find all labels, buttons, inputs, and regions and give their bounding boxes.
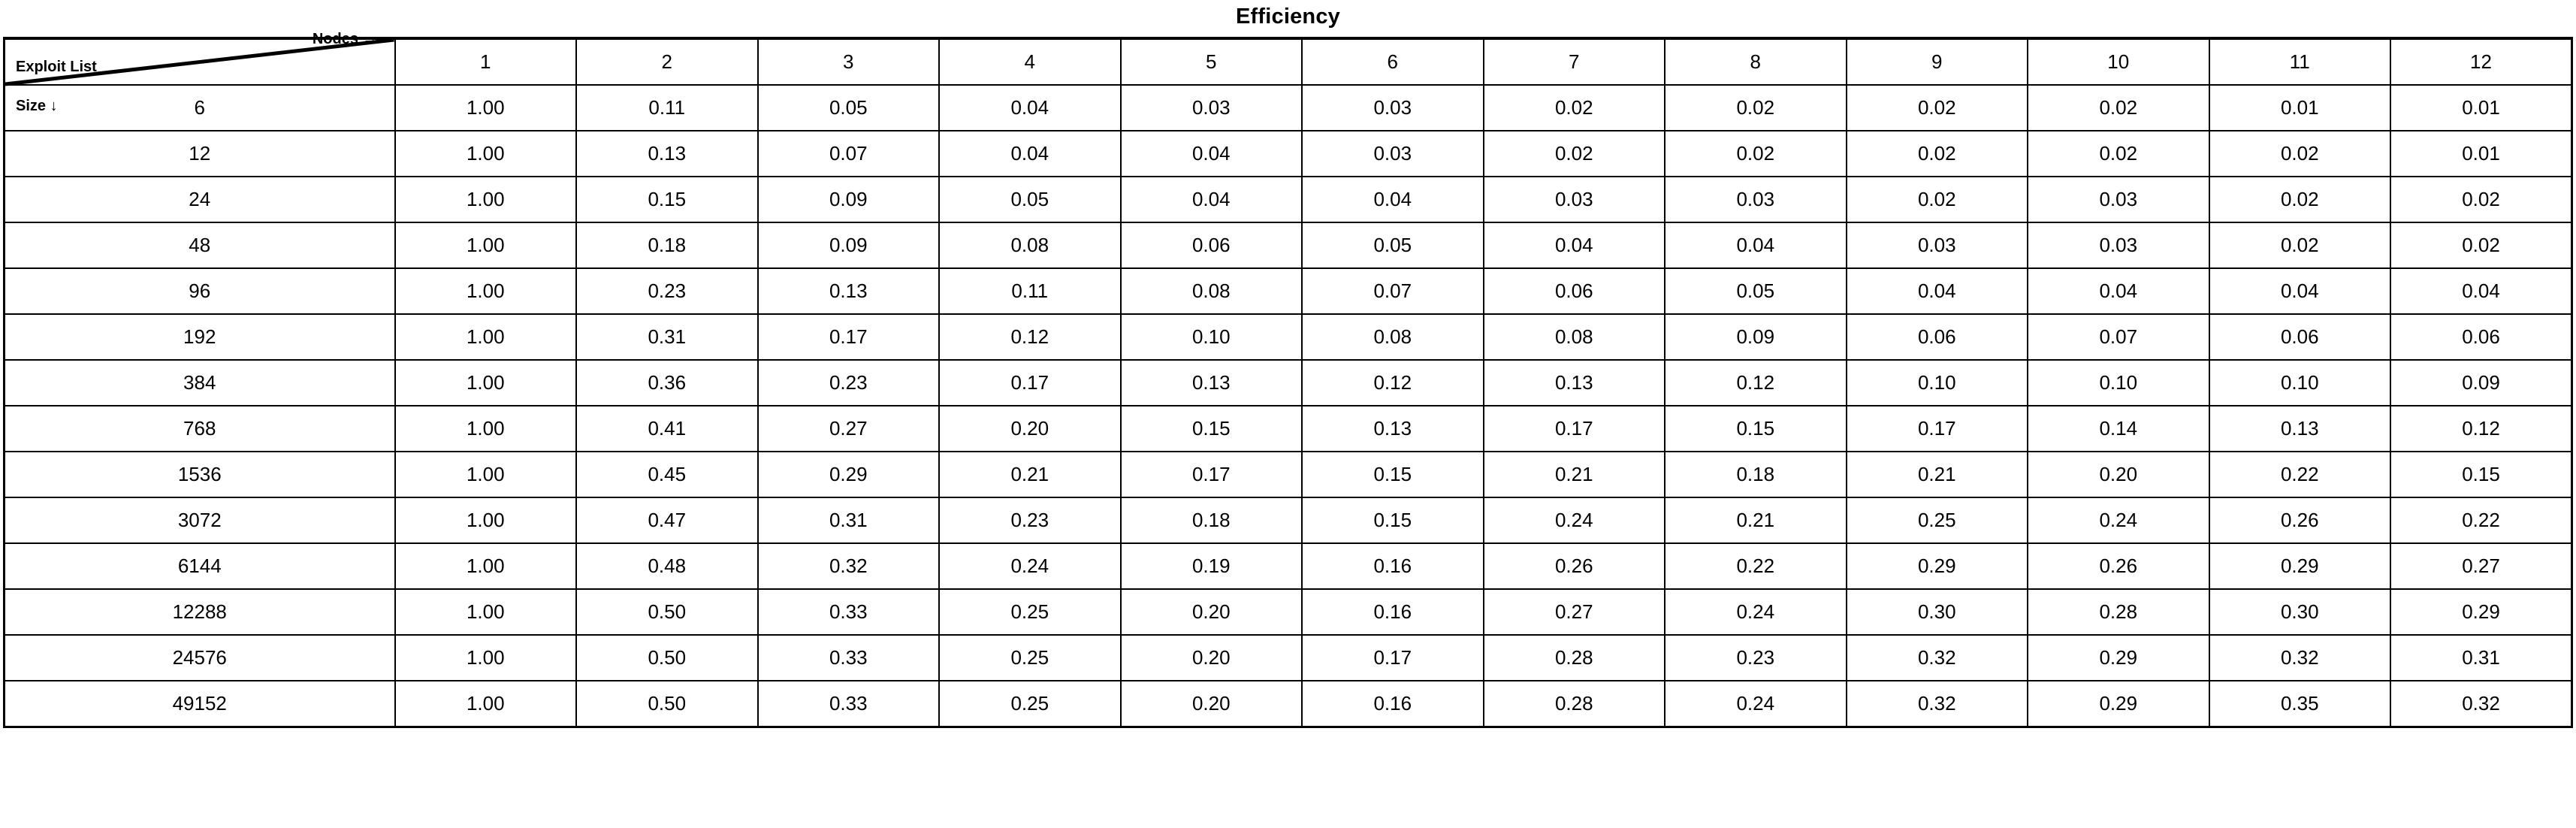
column-header: 2 [576,38,758,85]
table-row [5,406,2572,452]
table-cell: 0.23 [1665,635,1847,681]
table-cell: 0.04 [1121,177,1303,222]
table-cell: 0.08 [1302,314,1484,360]
table-cell: 0.06 [1484,268,1665,314]
column-header: 7 [1484,38,1665,85]
column-header: 6 [1302,38,1484,85]
table-cell: 0.21 [1847,452,2028,497]
column-header: 1 [395,38,577,85]
table-cell: 0.31 [576,314,758,360]
table-body [5,85,2572,727]
table-cell: 0.12 [939,314,1121,360]
table-cell: 0.06 [1121,222,1303,268]
table-cell: 0.24 [1665,589,1847,635]
table-cell: 0.03 [1121,85,1303,131]
table-row [5,497,2572,543]
column-header: 8 [1665,38,1847,85]
table-cell: 1.00 [395,360,577,406]
table-cell: 0.12 [2390,406,2572,452]
table-cell: 0.32 [2390,681,2572,727]
table-cell: 1.00 [395,452,577,497]
table-cell: 0.06 [2209,314,2391,360]
table-cell: 0.04 [2209,268,2391,314]
table-cell: 0.02 [1484,131,1665,177]
table-cell: 0.50 [576,635,758,681]
table-cell: 0.15 [1302,452,1484,497]
table-cell: 0.22 [1665,543,1847,589]
table-row [5,131,2572,177]
table-cell: 0.28 [2028,589,2209,635]
table-cell: 1.00 [395,177,577,222]
table-cell: 1.00 [395,222,577,268]
table-row [5,543,2572,589]
table-cell: 0.08 [1121,268,1303,314]
table-cell: 0.09 [1665,314,1847,360]
column-header: 9 [1847,38,2028,85]
table-cell: 0.24 [1665,681,1847,727]
table-cell: 0.16 [1302,589,1484,635]
column-header: 3 [758,38,940,85]
table-cell: 1.00 [395,681,577,727]
table-cell: 0.04 [1121,131,1303,177]
column-header: 11 [2209,38,2391,85]
table-cell: 0.32 [1847,635,2028,681]
row-header: 49152 [5,681,395,727]
table-cell: 0.04 [1484,222,1665,268]
row-header: 48 [5,222,395,268]
table-cell: 0.12 [1665,360,1847,406]
table-row [5,635,2572,681]
column-header: 12 [2390,38,2572,85]
table-cell: 1.00 [395,589,577,635]
table-cell: 0.26 [1484,543,1665,589]
table-cell: 0.05 [939,177,1121,222]
table-cell: 0.17 [1302,635,1484,681]
table-cell: 1.00 [395,635,577,681]
table-cell: 0.04 [1302,177,1484,222]
table-cell: 0.02 [2209,131,2391,177]
row-axis-label-line2: Size ↓ [16,98,58,114]
table-cell: 0.10 [2028,360,2209,406]
table-cell: 0.33 [758,635,940,681]
table-cell: 0.04 [939,131,1121,177]
table-cell: 0.18 [1665,452,1847,497]
table-cell: 0.26 [2028,543,2209,589]
table-cell: 0.29 [2209,543,2391,589]
table-cell: 0.08 [1484,314,1665,360]
table-cell: 0.10 [2209,360,2391,406]
table-cell: 0.04 [1847,268,2028,314]
table-cell: 0.04 [1665,222,1847,268]
table-cell: 0.02 [1484,85,1665,131]
table-cell: 0.17 [1121,452,1303,497]
table-cell: 0.17 [758,314,940,360]
table-cell: 1.00 [395,85,577,131]
table-cell: 0.32 [1847,681,2028,727]
table-cell: 0.02 [1665,131,1847,177]
table-cell: 0.13 [758,268,940,314]
table-cell: 0.05 [1665,268,1847,314]
table-cell: 1.00 [395,314,577,360]
table-row [5,589,2572,635]
table-cell: 0.03 [1484,177,1665,222]
row-header: 384 [5,360,395,406]
table-cell: 0.32 [2209,635,2391,681]
table-row [5,314,2572,360]
table-row [5,360,2572,406]
table-cell: 0.12 [1302,360,1484,406]
table-cell: 0.20 [1121,635,1303,681]
table-cell: 0.29 [1847,543,2028,589]
table-cell: 0.03 [1665,177,1847,222]
table-cell: 0.15 [576,177,758,222]
table-cell: 0.15 [2390,452,2572,497]
table-cell: 0.28 [1484,635,1665,681]
table-cell: 0.02 [2209,222,2391,268]
row-header: 24 [5,177,395,222]
table-cell: 0.15 [1665,406,1847,452]
table-cell: 0.06 [2390,314,2572,360]
table-cell: 0.11 [576,85,758,131]
table-row [5,85,2572,131]
table-cell: 0.08 [939,222,1121,268]
column-axis-label: Nodes → [312,31,378,47]
table-row [5,452,2572,497]
table-cell: 0.05 [758,85,940,131]
table-cell: 0.50 [576,681,758,727]
table-cell: 0.02 [2028,85,2209,131]
table-cell: 0.01 [2209,85,2391,131]
table-cell: 0.02 [1847,85,2028,131]
table-cell: 0.07 [2028,314,2209,360]
table-cell: 0.20 [939,406,1121,452]
table-cell: 0.15 [1121,406,1303,452]
table-cell: 0.01 [2390,85,2572,131]
table-cell: 0.10 [1847,360,2028,406]
table-cell: 0.32 [758,543,940,589]
row-header: 192 [5,314,395,360]
table-cell: 0.09 [758,177,940,222]
table-cell: 0.25 [939,681,1121,727]
table-cell: 0.07 [1302,268,1484,314]
table-cell: 0.35 [2209,681,2391,727]
table-cell: 0.18 [576,222,758,268]
table-cell: 0.33 [758,681,940,727]
table-cell: 0.06 [1847,314,2028,360]
table-cell: 0.09 [758,222,940,268]
table-cell: 0.29 [758,452,940,497]
axis-legend-corner [5,31,395,114]
table-cell: 1.00 [395,131,577,177]
table-cell: 0.19 [1121,543,1303,589]
table-cell: 1.00 [395,543,577,589]
table-cell: 0.21 [1484,452,1665,497]
row-header: 24576 [5,635,395,681]
column-header: 10 [2028,38,2209,85]
row-axis-label-line1: Exploit List [16,59,97,75]
table-cell: 0.18 [1121,497,1303,543]
table-cell: 0.22 [2209,452,2391,497]
table-cell: 0.03 [1302,131,1484,177]
row-header: 3072 [5,497,395,543]
table-row [5,222,2572,268]
table-cell: 1.00 [395,268,577,314]
table-cell: 0.24 [1484,497,1665,543]
column-header: 5 [1121,38,1303,85]
table-cell: 0.13 [1302,406,1484,452]
table-cell: 0.20 [1121,589,1303,635]
table-cell: 0.10 [1121,314,1303,360]
table-cell: 0.50 [576,589,758,635]
table-cell: 0.29 [2028,681,2209,727]
efficiency-table [3,31,2573,728]
table-cell: 0.13 [1121,360,1303,406]
table-cell: 0.25 [939,589,1121,635]
column-header: 4 [939,38,1121,85]
table-cell: 0.16 [1302,543,1484,589]
table-cell: 1.00 [395,497,577,543]
row-header: 768 [5,406,395,452]
table-cell: 0.24 [2028,497,2209,543]
table-cell: 0.17 [1484,406,1665,452]
table-cell: 0.27 [758,406,940,452]
table-cell: 0.15 [1302,497,1484,543]
table-cell: 0.04 [939,85,1121,131]
table-cell: 0.04 [2390,268,2572,314]
table-cell: 0.33 [758,589,940,635]
table-cell: 0.26 [2209,497,2391,543]
table-cell: 0.16 [1302,681,1484,727]
row-header: 6 [5,85,395,131]
table-cell: 0.29 [2390,589,2572,635]
table-cell: 0.30 [2209,589,2391,635]
table-cell: 0.27 [1484,589,1665,635]
table-cell: 0.03 [2028,222,2209,268]
table-cell: 0.14 [2028,406,2209,452]
table-cell: 0.36 [576,360,758,406]
table-cell: 0.02 [1847,177,2028,222]
table-cell: 0.31 [758,497,940,543]
table-cell: 0.07 [758,131,940,177]
table-cell: 0.21 [939,452,1121,497]
table-cell: 0.20 [1121,681,1303,727]
row-header: 12288 [5,589,395,635]
table-cell: 0.17 [1847,406,2028,452]
table-cell: 0.31 [2390,635,2572,681]
table-cell: 0.02 [1847,131,2028,177]
table-cell: 0.28 [1484,681,1665,727]
table-cell: 0.13 [2209,406,2391,452]
table-cell: 0.02 [2390,222,2572,268]
table-row [5,681,2572,727]
table-row [5,177,2572,222]
table-cell: 0.29 [2028,635,2209,681]
table-cell: 0.27 [2390,543,2572,589]
table-cell: 0.02 [2390,177,2572,222]
table-cell: 0.02 [2209,177,2391,222]
row-header: 6144 [5,543,395,589]
table-cell: 0.25 [1847,497,2028,543]
table-cell: 0.03 [1847,222,2028,268]
table-cell: 0.09 [2390,360,2572,406]
table-cell: 0.21 [1665,497,1847,543]
row-header: 1536 [5,452,395,497]
table-cell: 0.23 [758,360,940,406]
table-cell: 0.24 [939,543,1121,589]
row-header: 96 [5,268,395,314]
table-cell: 1.00 [395,406,577,452]
table-cell: 0.23 [939,497,1121,543]
table-cell: 0.48 [576,543,758,589]
table-header-row [5,38,2572,85]
table-cell: 0.02 [2028,131,2209,177]
table-cell: 0.13 [1484,360,1665,406]
table-cell: 0.01 [2390,131,2572,177]
table-cell: 0.11 [939,268,1121,314]
table-cell: 0.20 [2028,452,2209,497]
table-cell: 0.13 [576,131,758,177]
table-cell: 0.17 [939,360,1121,406]
table-cell: 0.04 [2028,268,2209,314]
table-cell: 0.47 [576,497,758,543]
table-cell: 0.25 [939,635,1121,681]
table-cell: 0.05 [1302,222,1484,268]
table-cell: 0.22 [2390,497,2572,543]
table-cell: 0.02 [1665,85,1847,131]
table-cell: 0.03 [2028,177,2209,222]
table-cell: 0.03 [1302,85,1484,131]
table-row [5,268,2572,314]
table-cell: 0.23 [576,268,758,314]
table-cell: 0.41 [576,406,758,452]
page-title: Efficiency [1236,5,1340,29]
table-cell: 0.45 [576,452,758,497]
row-header: 12 [5,131,395,177]
table-cell: 0.30 [1847,589,2028,635]
